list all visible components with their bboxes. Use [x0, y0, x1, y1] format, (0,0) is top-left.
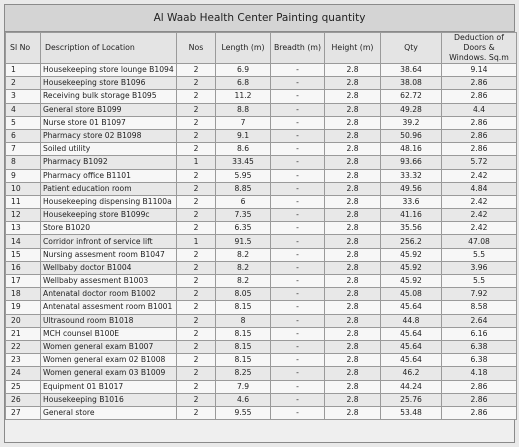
height-cell: 2.8 [325, 77, 381, 90]
sl-no-cell: 4 [6, 103, 41, 116]
nos-cell: 2 [177, 222, 216, 235]
header-deduction: Deduction of Doors & Windows. Sq.m [442, 33, 517, 64]
breadth-cell: - [271, 235, 325, 248]
description-cell: Antenatal doctor room B1002 [41, 288, 177, 301]
breadth-cell: - [271, 103, 325, 116]
breadth-cell: - [271, 248, 325, 261]
description-cell: Housekeeping store B1099c [41, 209, 177, 222]
qty-cell: 45.64 [381, 340, 442, 353]
qty-cell: 50.96 [381, 129, 442, 142]
deduction-cell: 9.14 [442, 64, 517, 77]
table-row [6, 354, 517, 367]
qty-cell: 38.08 [381, 77, 442, 90]
table-row [6, 169, 517, 182]
deduction-cell: 2.86 [442, 393, 517, 406]
header-nos: Nos [177, 33, 216, 64]
header-length: Length (m) [216, 33, 271, 64]
breadth-cell: - [271, 77, 325, 90]
qty-cell: 44.24 [381, 380, 442, 393]
table-row [6, 393, 517, 406]
qty-cell: 38.64 [381, 64, 442, 77]
length-cell: 6.9 [216, 64, 271, 77]
breadth-cell: - [271, 143, 325, 156]
length-cell: 8.15 [216, 354, 271, 367]
length-cell: 6.35 [216, 222, 271, 235]
length-cell: 4.6 [216, 393, 271, 406]
breadth-cell: - [271, 90, 325, 103]
nos-cell: 2 [177, 327, 216, 340]
table-row [6, 380, 517, 393]
header-breadth: Breadth (m) [271, 33, 325, 64]
nos-cell: 2 [177, 354, 216, 367]
nos-cell: 2 [177, 314, 216, 327]
deduction-cell: 2.86 [442, 143, 517, 156]
length-cell: 8.6 [216, 143, 271, 156]
height-cell: 2.8 [325, 406, 381, 419]
height-cell: 2.8 [325, 327, 381, 340]
sl-no-cell: 5 [6, 116, 41, 129]
nos-cell: 2 [177, 340, 216, 353]
length-cell: 8.15 [216, 327, 271, 340]
qty-cell: 33.32 [381, 169, 442, 182]
description-cell: Housekeeping dispensing B1100a [41, 195, 177, 208]
description-cell: General store B1099 [41, 103, 177, 116]
breadth-cell: - [271, 301, 325, 314]
deduction-cell: 8.58 [442, 301, 517, 314]
qty-cell: 48.16 [381, 143, 442, 156]
sl-no-cell: 1 [6, 64, 41, 77]
deduction-cell: 2.86 [442, 77, 517, 90]
sl-no-cell: 9 [6, 169, 41, 182]
table-row [6, 406, 517, 419]
deduction-cell: 2.86 [442, 406, 517, 419]
height-cell: 2.8 [325, 129, 381, 142]
nos-cell: 2 [177, 406, 216, 419]
qty-cell: 45.64 [381, 301, 442, 314]
deduction-cell: 5.72 [442, 156, 517, 169]
description-cell: Patient education room [41, 182, 177, 195]
header-row [6, 33, 517, 64]
deduction-cell: 47.08 [442, 235, 517, 248]
nos-cell: 2 [177, 248, 216, 261]
table-body [6, 64, 517, 420]
deduction-cell: 4.4 [442, 103, 517, 116]
length-cell: 11.2 [216, 90, 271, 103]
nos-cell: 2 [177, 195, 216, 208]
breadth-cell: - [271, 275, 325, 288]
table-row [6, 288, 517, 301]
deduction-cell: 2.86 [442, 116, 517, 129]
description-cell: Housekeeping B1016 [41, 393, 177, 406]
breadth-cell: - [271, 288, 325, 301]
breadth-cell: - [271, 222, 325, 235]
height-cell: 2.8 [325, 380, 381, 393]
length-cell: 8.2 [216, 261, 271, 274]
deduction-cell: 7.92 [442, 288, 517, 301]
nos-cell: 2 [177, 116, 216, 129]
sl-no-cell: 10 [6, 182, 41, 195]
sl-no-cell: 23 [6, 354, 41, 367]
height-cell: 2.8 [325, 288, 381, 301]
deduction-cell: 2.86 [442, 380, 517, 393]
breadth-cell: - [271, 195, 325, 208]
length-cell: 91.5 [216, 235, 271, 248]
length-cell: 8.8 [216, 103, 271, 116]
description-cell: Nursing assesment room B1047 [41, 248, 177, 261]
header-qty: Qty [381, 33, 442, 64]
table-row [6, 182, 517, 195]
qty-cell: 45.92 [381, 261, 442, 274]
nos-cell: 2 [177, 301, 216, 314]
height-cell: 2.8 [325, 195, 381, 208]
length-cell: 7.35 [216, 209, 271, 222]
deduction-cell: 6.38 [442, 340, 517, 353]
deduction-cell: 4.18 [442, 367, 517, 380]
description-cell: Corridor infront of service lift [41, 235, 177, 248]
description-cell: Store B1020 [41, 222, 177, 235]
height-cell: 2.8 [325, 261, 381, 274]
sl-no-cell: 14 [6, 235, 41, 248]
table-row [6, 90, 517, 103]
table-row [6, 195, 517, 208]
breadth-cell: - [271, 209, 325, 222]
table-row [6, 209, 517, 222]
sl-no-cell: 22 [6, 340, 41, 353]
sheet-title: Al Waab Health Center Painting quantity [5, 5, 514, 32]
sl-no-cell: 11 [6, 195, 41, 208]
header-height: Height (m) [325, 33, 381, 64]
nos-cell: 2 [177, 103, 216, 116]
qty-cell: 39.2 [381, 116, 442, 129]
breadth-cell: - [271, 354, 325, 367]
table-row [6, 222, 517, 235]
breadth-cell: - [271, 64, 325, 77]
height-cell: 2.8 [325, 169, 381, 182]
deduction-cell: 2.42 [442, 169, 517, 182]
sl-no-cell: 18 [6, 288, 41, 301]
table-row [6, 235, 517, 248]
sl-no-cell: 26 [6, 393, 41, 406]
description-cell: Ultrasound room B1018 [41, 314, 177, 327]
sl-no-cell: 12 [6, 209, 41, 222]
nos-cell: 2 [177, 288, 216, 301]
nos-cell: 2 [177, 169, 216, 182]
nos-cell: 2 [177, 182, 216, 195]
breadth-cell: - [271, 340, 325, 353]
nos-cell: 2 [177, 209, 216, 222]
breadth-cell: - [271, 116, 325, 129]
description-cell: Nurse store 01 B1097 [41, 116, 177, 129]
breadth-cell: - [271, 393, 325, 406]
nos-cell: 2 [177, 77, 216, 90]
sl-no-cell: 6 [6, 129, 41, 142]
breadth-cell: - [271, 169, 325, 182]
height-cell: 2.8 [325, 90, 381, 103]
table-row [6, 340, 517, 353]
table-row [6, 327, 517, 340]
qty-cell: 256.2 [381, 235, 442, 248]
breadth-cell: - [271, 129, 325, 142]
height-cell: 2.8 [325, 64, 381, 77]
qty-cell: 35.56 [381, 222, 442, 235]
description-cell: Women general exam 02 B1008 [41, 354, 177, 367]
description-cell: Pharmacy store 02 B1098 [41, 129, 177, 142]
length-cell: 6 [216, 195, 271, 208]
length-cell: 8.15 [216, 301, 271, 314]
length-cell: 8.2 [216, 248, 271, 261]
table-row [6, 261, 517, 274]
description-cell: MCH counsel B100E [41, 327, 177, 340]
deduction-cell: 2.42 [442, 209, 517, 222]
table-row [6, 143, 517, 156]
qty-cell: 44.8 [381, 314, 442, 327]
table-row [6, 116, 517, 129]
height-cell: 2.8 [325, 143, 381, 156]
header-sl-no: Sl No [6, 33, 41, 64]
description-cell: Pharmacy B1092 [41, 156, 177, 169]
sl-no-cell: 24 [6, 367, 41, 380]
length-cell: 9.55 [216, 406, 271, 419]
description-cell: Housekeeping store lounge B1094 [41, 64, 177, 77]
deduction-cell: 4.84 [442, 182, 517, 195]
qty-cell: 62.72 [381, 90, 442, 103]
height-cell: 2.8 [325, 275, 381, 288]
qty-cell: 41.16 [381, 209, 442, 222]
height-cell: 2.8 [325, 248, 381, 261]
nos-cell: 2 [177, 275, 216, 288]
deduction-cell: 2.42 [442, 195, 517, 208]
height-cell: 2.8 [325, 156, 381, 169]
table-row [6, 77, 517, 90]
breadth-cell: - [271, 367, 325, 380]
length-cell: 8.85 [216, 182, 271, 195]
sl-no-cell: 13 [6, 222, 41, 235]
nos-cell: 1 [177, 156, 216, 169]
table-row [6, 275, 517, 288]
length-cell: 7.9 [216, 380, 271, 393]
height-cell: 2.8 [325, 103, 381, 116]
breadth-cell: - [271, 327, 325, 340]
deduction-cell: 3.96 [442, 261, 517, 274]
description-cell: Equipment 01 B1017 [41, 380, 177, 393]
height-cell: 2.8 [325, 182, 381, 195]
breadth-cell: - [271, 380, 325, 393]
sl-no-cell: 21 [6, 327, 41, 340]
height-cell: 2.8 [325, 209, 381, 222]
table-row [6, 129, 517, 142]
deduction-cell: 2.86 [442, 129, 517, 142]
sl-no-cell: 8 [6, 156, 41, 169]
nos-cell: 2 [177, 261, 216, 274]
length-cell: 8.15 [216, 340, 271, 353]
deduction-cell: 2.64 [442, 314, 517, 327]
table-row [6, 103, 517, 116]
table-row [6, 301, 517, 314]
sl-no-cell: 27 [6, 406, 41, 419]
nos-cell: 1 [177, 235, 216, 248]
deduction-cell: 6.38 [442, 354, 517, 367]
length-cell: 7 [216, 116, 271, 129]
nos-cell: 2 [177, 64, 216, 77]
sl-no-cell: 16 [6, 261, 41, 274]
height-cell: 2.8 [325, 314, 381, 327]
description-cell: Housekeeping store B1096 [41, 77, 177, 90]
table-row [6, 248, 517, 261]
qty-cell: 45.08 [381, 288, 442, 301]
spreadsheet [4, 4, 515, 443]
length-cell: 8 [216, 314, 271, 327]
length-cell: 5.95 [216, 169, 271, 182]
height-cell: 2.8 [325, 235, 381, 248]
sl-no-cell: 20 [6, 314, 41, 327]
sl-no-cell: 17 [6, 275, 41, 288]
sl-no-cell: 2 [6, 77, 41, 90]
breadth-cell: - [271, 406, 325, 419]
sl-no-cell: 25 [6, 380, 41, 393]
sl-no-cell: 7 [6, 143, 41, 156]
length-cell: 9.1 [216, 129, 271, 142]
length-cell: 6.8 [216, 77, 271, 90]
nos-cell: 2 [177, 380, 216, 393]
nos-cell: 2 [177, 393, 216, 406]
qty-cell: 93.66 [381, 156, 442, 169]
qty-cell: 45.92 [381, 248, 442, 261]
breadth-cell: - [271, 156, 325, 169]
sl-no-cell: 3 [6, 90, 41, 103]
height-cell: 2.8 [325, 301, 381, 314]
description-cell: Antenatal assesment room B1001 [41, 301, 177, 314]
nos-cell: 2 [177, 129, 216, 142]
header-description: Description of Location [41, 33, 177, 64]
length-cell: 8.2 [216, 275, 271, 288]
deduction-cell: 5.5 [442, 248, 517, 261]
length-cell: 8.25 [216, 367, 271, 380]
deduction-cell: 5.5 [442, 275, 517, 288]
sl-no-cell: 19 [6, 301, 41, 314]
nos-cell: 2 [177, 367, 216, 380]
description-cell: Wellbaby assesment B1003 [41, 275, 177, 288]
length-cell: 8.05 [216, 288, 271, 301]
sl-no-cell: 15 [6, 248, 41, 261]
deduction-cell: 2.86 [442, 90, 517, 103]
table-row [6, 367, 517, 380]
table-row [6, 156, 517, 169]
qty-cell: 45.64 [381, 327, 442, 340]
description-cell: Women general exam 03 B1009 [41, 367, 177, 380]
description-cell: Wellbaby doctor B1004 [41, 261, 177, 274]
qty-cell: 45.64 [381, 354, 442, 367]
table-row [6, 314, 517, 327]
height-cell: 2.8 [325, 367, 381, 380]
table-row [6, 64, 517, 77]
height-cell: 2.8 [325, 354, 381, 367]
description-cell: Soiled utility [41, 143, 177, 156]
height-cell: 2.8 [325, 340, 381, 353]
length-cell: 33.45 [216, 156, 271, 169]
breadth-cell: - [271, 182, 325, 195]
qty-cell: 46.2 [381, 367, 442, 380]
nos-cell: 2 [177, 143, 216, 156]
height-cell: 2.8 [325, 222, 381, 235]
deduction-cell: 2.42 [442, 222, 517, 235]
qty-cell: 53.48 [381, 406, 442, 419]
description-cell: Women general exam B1007 [41, 340, 177, 353]
description-cell: Pharmacy office B1101 [41, 169, 177, 182]
breadth-cell: - [271, 314, 325, 327]
breadth-cell: - [271, 261, 325, 274]
deduction-cell: 6.16 [442, 327, 517, 340]
description-cell: General store [41, 406, 177, 419]
qty-cell: 49.56 [381, 182, 442, 195]
qty-cell: 33.6 [381, 195, 442, 208]
description-cell: Receiving bulk storage B1095 [41, 90, 177, 103]
qty-cell: 49.28 [381, 103, 442, 116]
quantity-table [5, 32, 517, 420]
nos-cell: 2 [177, 90, 216, 103]
qty-cell: 25.76 [381, 393, 442, 406]
height-cell: 2.8 [325, 116, 381, 129]
height-cell: 2.8 [325, 393, 381, 406]
qty-cell: 45.92 [381, 275, 442, 288]
